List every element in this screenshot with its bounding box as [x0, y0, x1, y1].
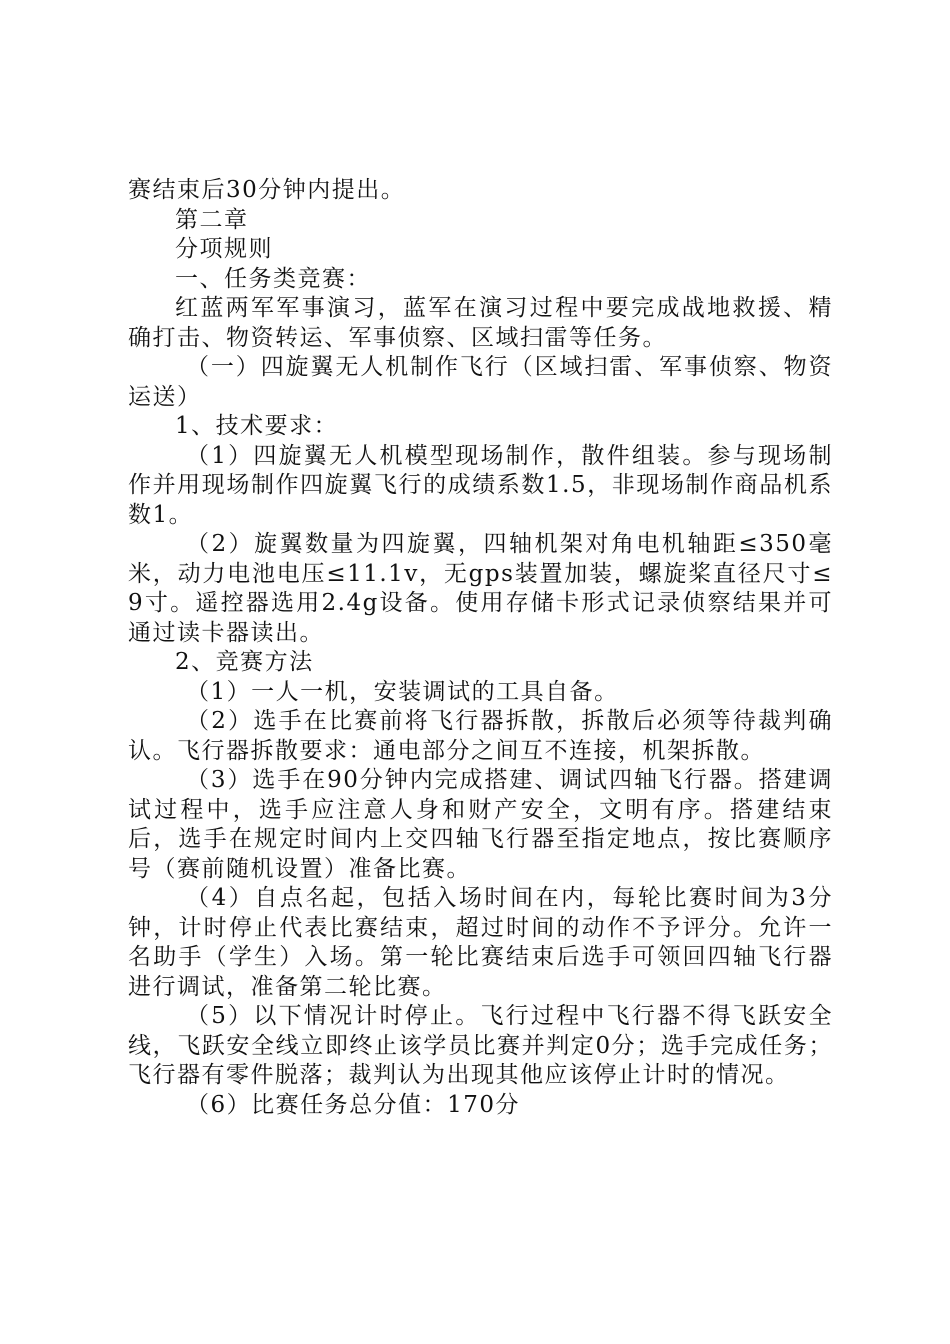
item-heading-method: 2、竞赛方法 [175, 649, 314, 675]
paragraph-method-3: （3）选手在90分钟内完成搭建、调试四轴飞行器。搭建调试过程中，选手应注意人身和财产安全，文明有序。搭建结束后，选手在规定时间内上交四轴飞行器至指定地点，按比赛顺序号（赛前随机设置）准备比赛。 [128, 767, 833, 882]
section-heading: 一、任务类竞赛： [175, 265, 371, 292]
paragraph-method-6: （6）比赛任务总分值：170分 [186, 1091, 521, 1118]
chapter-title: 分项规则 [175, 236, 273, 262]
paragraph-method-4: （4）自点名起，包括入场时间在内，每轮比赛时间为3分钟，计时停止代表比赛结束，超过时间的动作不予评分。允许一名助手（学生）入场。第一轮比赛结束后选手可领回四轴飞行器进行调试，准备第二轮比赛。 [128, 885, 833, 1000]
paragraph-method-5: （5）以下情况计时停止。飞行过程中飞行器不得飞跃安全线，飞跃安全线立即终止该学员比赛并判定0分；选手完成任务；飞行器有零件脱落；裁判认为出现其他应该停止计时的情况。 [128, 1003, 833, 1088]
paragraph-requirement-2: （2）旋翼数量为四旋翼，四轴机架对角电机轴距≤350毫米，动力电池电压≤11.1v，无gps装置加装，螺旋桨直径尺寸≤9寸。遥控器选用2.4g设备。使用存储卡形式记录侦察结果并可通过读卡器读出。 [128, 531, 833, 646]
paragraph-continuation: 赛结束后30分钟内提出。 [128, 177, 406, 203]
chapter-heading: 第二章 [175, 206, 249, 233]
paragraph-intro: 红蓝两军军事演习，蓝军在演习过程中要完成战地救援、精确打击、物资转运、军事侦察、区域扫雷等任务。 [128, 295, 833, 351]
item-heading-technical: 1、技术要求： [175, 413, 339, 439]
paragraph-method-1: （1）一人一机，安装调试的工具自备。 [186, 678, 619, 705]
document-body [128, 176, 833, 1120]
subsection-heading: （一）四旋翼无人机制作飞行（区域扫雷、军事侦察、物资运送） [128, 354, 833, 410]
paragraph-method-2: （2）选手在比赛前将飞行器拆散，拆散后必须等待裁判确认。飞行器拆散要求：通电部分之间互不连接，机架拆散。 [128, 708, 833, 764]
paragraph-requirement-1: （1）四旋翼无人机模型现场制作，散件组装。参与现场制作并用现场制作四旋翼飞行的成绩系数1.5，非现场制作商品机系数1。 [128, 442, 833, 528]
